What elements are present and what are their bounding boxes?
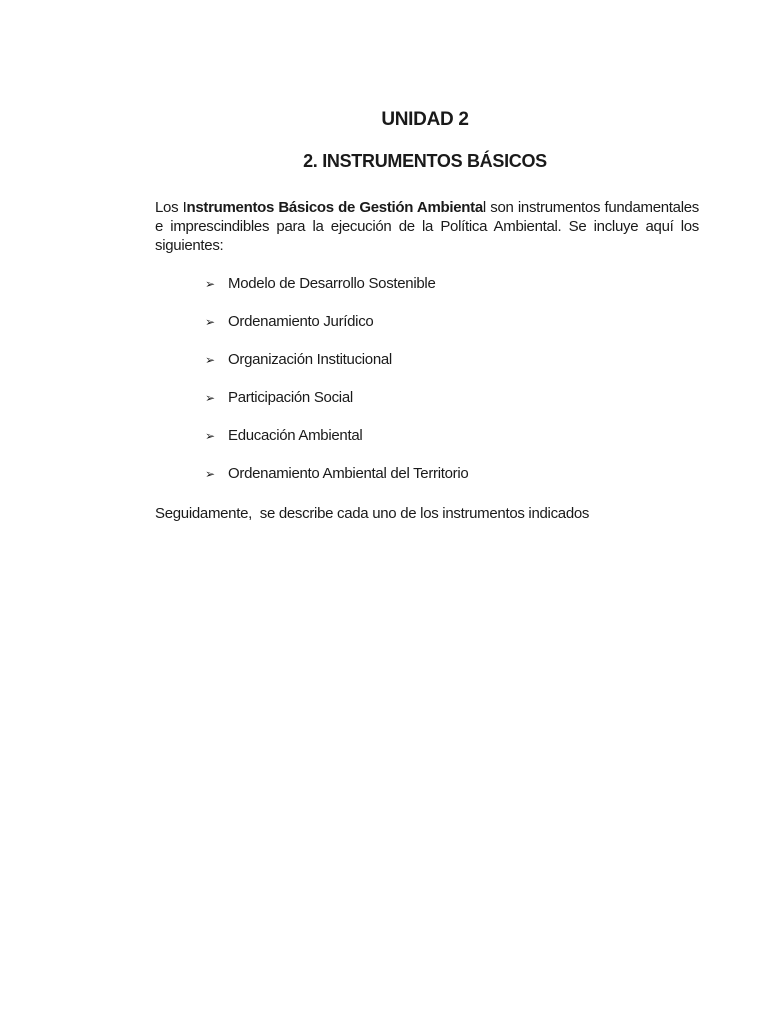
list-item-label: Modelo de Desarrollo Sostenible: [228, 275, 436, 292]
arrow-bullet-icon: ➢: [205, 429, 215, 443]
list-item: [205, 424, 468, 462]
closing-paragraph: Seguidamente, se describe cada uno de los instrumentos indicados: [155, 505, 590, 522]
list-item: [205, 348, 468, 386]
intro-paragraph: [155, 198, 699, 255]
arrow-bullet-icon: ➢: [205, 353, 215, 367]
list-item-label: Participación Social: [228, 389, 353, 406]
arrow-bullet-icon: ➢: [205, 391, 215, 405]
list-item-label: Ordenamiento Jurídico: [228, 313, 374, 330]
list-item-label: Educación Ambiental: [228, 427, 363, 444]
list-item: [205, 462, 468, 500]
instruments-list: [205, 272, 468, 500]
arrow-bullet-icon: ➢: [205, 467, 215, 481]
list-item: [205, 272, 468, 310]
section-title: 2. INSTRUMENTOS BÁSICOS: [303, 151, 547, 171]
intro-text-bold: nstrumentos Básicos de Gestión Ambienta: [186, 199, 483, 216]
unit-title: UNIDAD 2: [381, 109, 469, 130]
list-item: [205, 310, 468, 348]
intro-text-end: l son instrumentos fundamentales e imprescindibles para la ejecución de la Política Ambiental. Se incluye aquí los siguientes:: [155, 199, 699, 254]
arrow-bullet-icon: ➢: [205, 277, 215, 291]
arrow-bullet-icon: ➢: [205, 315, 215, 329]
intro-text-start: Los I: [155, 199, 187, 216]
list-item: [205, 386, 468, 424]
list-item-label: Organización Institucional: [228, 351, 392, 368]
list-item-label: Ordenamiento Ambiental del Territorio: [228, 465, 469, 482]
